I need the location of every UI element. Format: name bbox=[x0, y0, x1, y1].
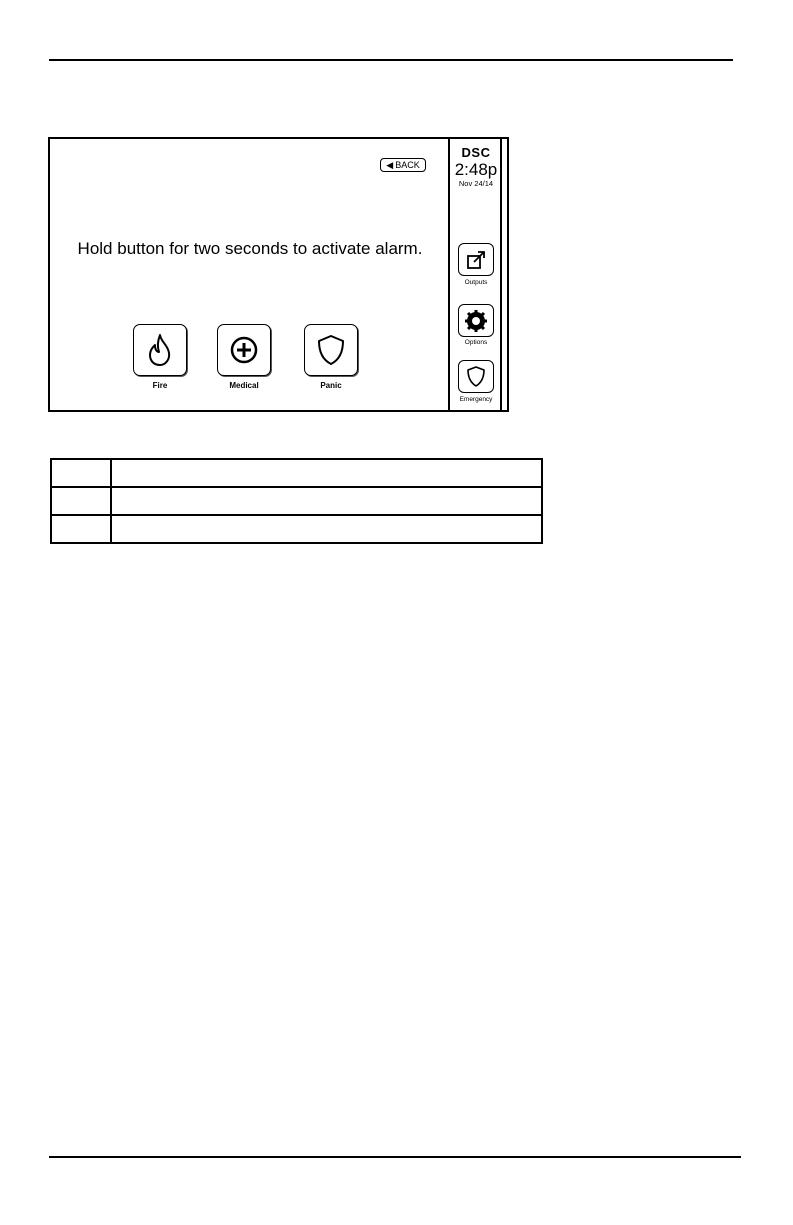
keypad-screen bbox=[48, 137, 509, 412]
medical-plus-icon bbox=[229, 335, 259, 365]
table-cell bbox=[51, 515, 111, 543]
table-cell bbox=[51, 459, 111, 487]
emergency-label: Emergency bbox=[459, 396, 493, 403]
medical-label: Medical bbox=[229, 381, 259, 390]
table-cell bbox=[111, 515, 542, 543]
table-row bbox=[51, 515, 542, 543]
table-cell bbox=[51, 487, 111, 515]
panic-label: Panic bbox=[320, 381, 342, 390]
table-row bbox=[51, 487, 542, 515]
outputs-button[interactable] bbox=[458, 243, 494, 276]
table-cell bbox=[111, 459, 542, 487]
options-button[interactable] bbox=[458, 304, 494, 337]
header-rule bbox=[49, 59, 733, 61]
options-gear-icon bbox=[464, 309, 488, 333]
panic-button[interactable] bbox=[304, 324, 358, 376]
screen-edge bbox=[500, 139, 507, 410]
emergency-button[interactable] bbox=[458, 360, 494, 393]
back-button[interactable] bbox=[380, 158, 426, 172]
fire-button[interactable] bbox=[133, 324, 187, 376]
table-cell bbox=[111, 487, 542, 515]
back-label: BACK bbox=[395, 159, 420, 170]
medical-button[interactable] bbox=[217, 324, 271, 376]
fire-label: Fire bbox=[152, 381, 168, 390]
footer-rule bbox=[49, 1156, 741, 1158]
table-row bbox=[51, 459, 542, 487]
status-sidebar bbox=[448, 139, 500, 410]
shield-icon bbox=[316, 334, 346, 366]
legend-table bbox=[50, 458, 543, 544]
back-arrow-icon: ◀ bbox=[386, 159, 394, 170]
clock-time: 2:48p bbox=[454, 160, 498, 179]
instruction-text: Hold button for two seconds to activate alarm. bbox=[77, 239, 423, 258]
clock-date: Nov 24/14 bbox=[458, 179, 494, 188]
fire-icon bbox=[145, 333, 175, 367]
outputs-label: Outputs bbox=[464, 279, 488, 286]
emergency-panel bbox=[50, 139, 448, 410]
shield-icon bbox=[466, 366, 486, 388]
options-label: Options bbox=[464, 339, 488, 346]
brand-logo: DSC bbox=[461, 145, 491, 160]
outputs-icon bbox=[465, 249, 487, 271]
